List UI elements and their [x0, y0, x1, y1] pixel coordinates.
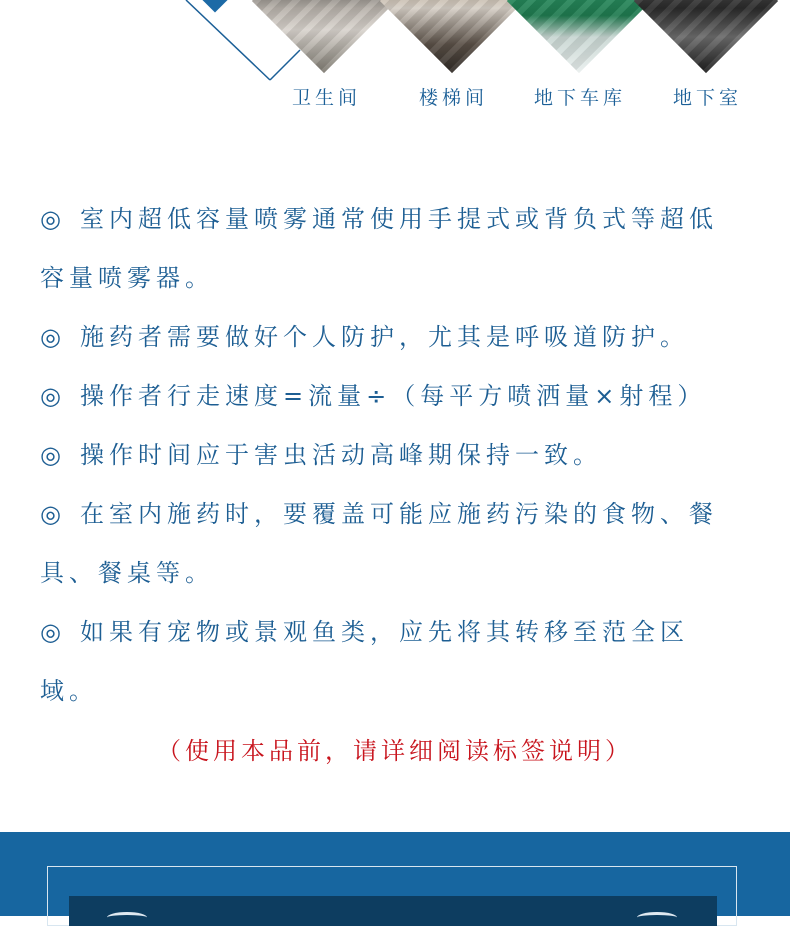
tip-continuation	[40, 544, 750, 603]
tip-text: 如果有宠物或景观鱼类，应先将其转移至范全区	[80, 618, 689, 646]
tip-item	[40, 308, 750, 367]
bullet-icon: ◎	[40, 323, 61, 351]
category-label-bathroom: 卫生间	[292, 87, 362, 109]
bullet-icon: ◎	[40, 618, 61, 646]
tip-continuation	[40, 662, 750, 721]
tip-item	[40, 485, 750, 544]
footer-image-panel	[69, 896, 717, 926]
tip-item	[40, 426, 750, 485]
category-label-stairwell: 楼梯间	[419, 87, 489, 109]
tip-text: 操作时间应于害虫活动高峰期保持一致。	[80, 441, 602, 469]
tip-text: 容量喷雾器。	[40, 264, 214, 292]
category-label-garage: 地下车库	[534, 87, 627, 109]
tip-text: 操作者行走速度=流量÷（每平方喷洒量×射程）	[80, 382, 707, 410]
tip-text: 具、餐桌等。	[40, 559, 214, 587]
category-label-basement: 地下室	[673, 87, 743, 109]
tip-continuation	[40, 249, 750, 308]
tip-text: 施药者需要做好个人防护，尤其是呼吸道防护。	[80, 323, 689, 351]
tip-text: 室内超低容量喷雾通常使用手提式或背负式等超低	[80, 205, 718, 233]
tip-text: 域。	[40, 677, 98, 705]
bullet-icon: ◎	[40, 205, 61, 233]
tips-list	[40, 190, 750, 721]
tip-item	[40, 367, 750, 426]
tip-item	[40, 603, 750, 662]
bullet-icon: ◎	[40, 382, 61, 410]
bullet-icon: ◎	[40, 500, 61, 528]
footer-band	[0, 832, 790, 916]
tip-item	[40, 190, 750, 249]
usage-note: （使用本品前，请详细阅读标签说明）	[157, 737, 633, 765]
bullet-icon: ◎	[40, 441, 61, 469]
scene-strip	[0, 0, 790, 120]
tip-text: 在室内施药时，要覆盖可能应施药污染的食物、餐	[80, 500, 718, 528]
